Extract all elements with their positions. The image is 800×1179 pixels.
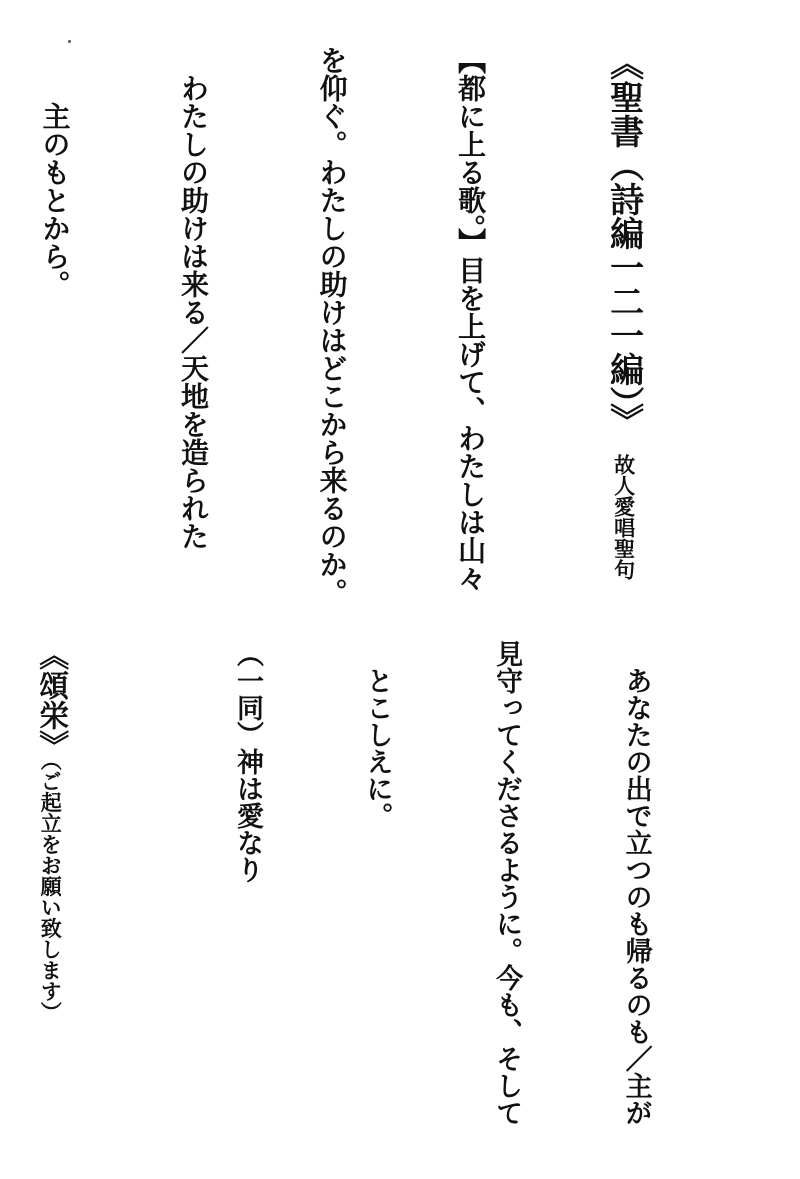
hymn-heading: [26, 640, 74, 1160]
scripture-heading-title: 《聖書（詩編一二一編）》: [603, 46, 644, 420]
scripture-heading: [596, 46, 652, 606]
service-section: [0, 640, 744, 1160]
scan-speck: [68, 40, 71, 43]
scripture-line: を仰ぐ。わたしの助けはどこから来るのか。: [315, 46, 349, 606]
scripture-continuation-line: とこしえに。: [361, 667, 393, 829]
hymn-heading-title: 《頌栄》: [33, 640, 69, 760]
scripture-section: [0, 46, 744, 606]
scripture-line: 【都に上る歌。】目を上げて、わたしは山々: [454, 46, 488, 592]
scripture-line: 主のもとから。: [38, 102, 72, 298]
hymn-heading-note: （ご起立をお願い致します）: [38, 760, 64, 1023]
scripture-continuation-line: あなたの出で立つのも帰るのも／主が: [620, 667, 652, 1126]
scripture-heading-note: 故人愛唱聖句: [611, 454, 637, 580]
congregation-response: （一同）神は愛なり: [231, 640, 263, 883]
scripture-continuation-line: 見守ってくださるように。今も、そして: [491, 640, 523, 1126]
scripture-line: わたしの助けは来る／天地を造られた: [177, 74, 211, 550]
